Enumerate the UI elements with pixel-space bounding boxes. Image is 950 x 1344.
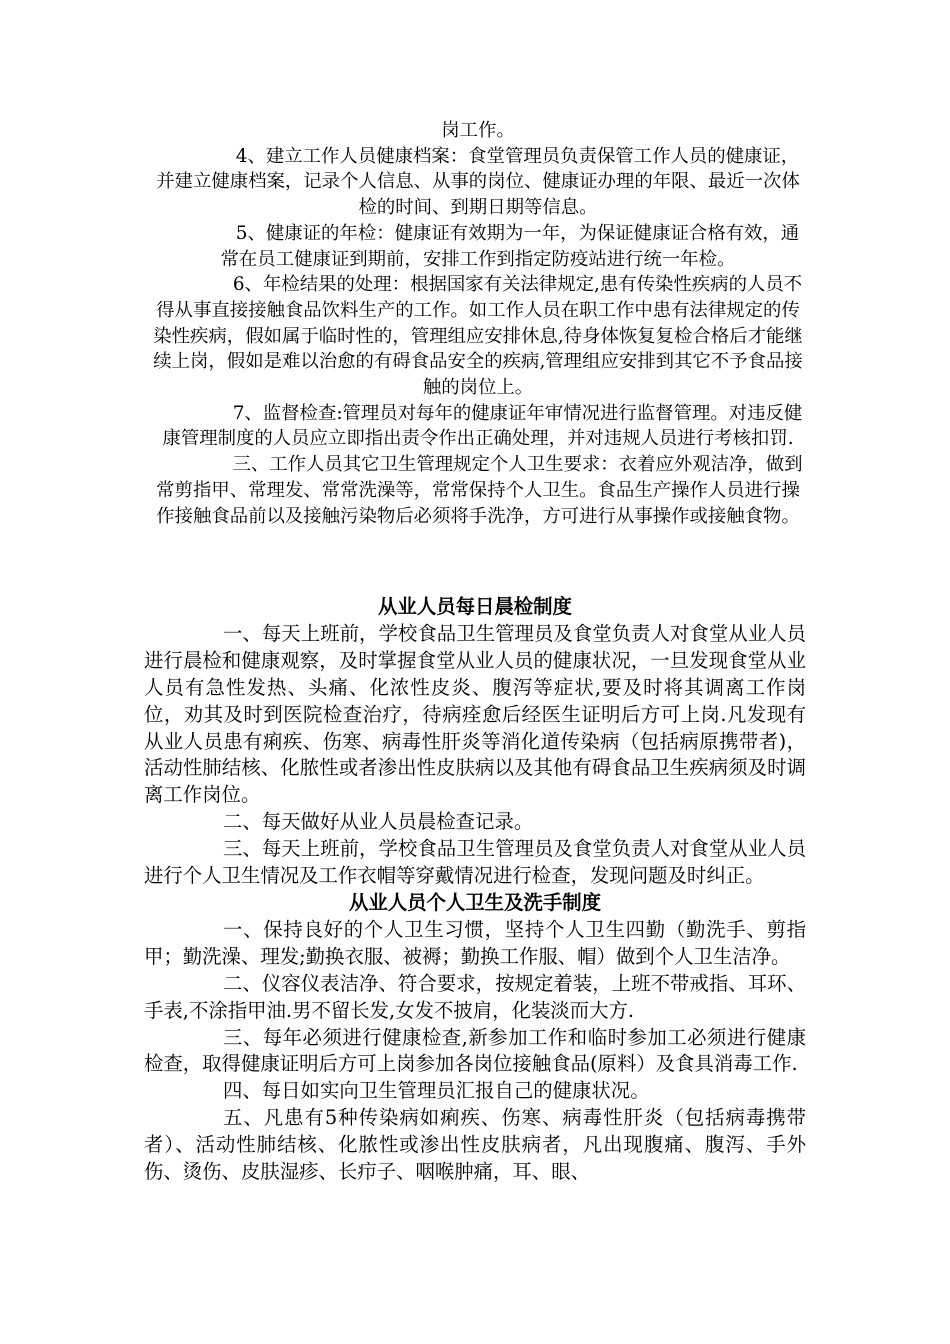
hygiene-paragraph-4: 四、每日如实向卫生管理员汇报自己的健康状况。 [223,1079,650,1103]
morning-check-title: 从业人员每日晨检制度 [378,595,572,618]
paragraph-supervision: 7、监督检查:管理员对每年的健康证年审情况进行监督管理。对违反健康管理制度的人员应立即指出责令作出正确处理，并对违规人员进行考核扣罚. [162,402,803,450]
paragraph-annual-check: 5、健康证的年检：健康证有效期为一年，为保证健康证合格有效，通常在员工健康证到期前，安排工作到指定防疫站进行统一年检。 [220,222,800,270]
paragraph-health-archive: 4、建立工作人员健康档案：食堂管理员负责保管工作人员的健康证，并建立健康档案，记录个人信息、从事的岗位、健康证办理的年限、最近一次体检的时间、到期日期等信息。 [156,145,800,219]
hygiene-paragraph-5: 五、凡患有5种传染病如痢疾、伤寒、病毒性肝炎（包括病毒携带者）、活动性肺结核、化脓性或渗出性皮肤病者，凡出现腹痛、腹泻、手外伤、烫伤、皮肤湿疹、长疖子、咽喉肿痛，耳、眼、 [144,1106,806,1184]
paragraph-check-result: 6、年检结果的处理：根据国家有关法律规定,患有传染性疾病的人员不得从事直接接触食品饮料生产的工作。如工作人员在职工作中患有法律规定的传染性疾病，假如属于临时性的，管理组应安排休息,待身体恢复复检合格后才能继续上岗，假如是难以治愈的有碍食品安全的疾病,管理组应安排到其它不予食品接触的岗位上。 [153,274,803,399]
continuation-text: 岗工作。 [441,120,515,141]
hygiene-paragraph-2: 二、仪容仪表洁净、符合要求，按规定着装，上班不带戒指、耳环、手表,不涂指甲油.男不留长发,女发不披肩，化装淡而大方. [144,971,806,1022]
morning-check-paragraph-1: 一、每天上班前，学校食品卫生管理员及食堂负责人对食堂从业人员进行晨检和健康观察，及时掌握食堂从业人员的健康状况，一旦发现食堂从业人员有急性发热、头痛、化浓性皮炎、腹泻等症状,要及时将其调离工作岗位，劝其及时到医院检查治疗，待病痊愈后经医生证明后方可上岗.凡发现有从业人员患有痢疾、伤寒、病毒性肝炎等消化道传染病（包括病原携带者)，活动性肺结核、化脓性或者渗出性皮肤病以及其他有碍食品卫生疾病须及时调离工作岗位。 [144,621,806,807]
morning-check-paragraph-3: 三、每天上班前，学校食品卫生管理员及食堂负责人对食堂从业人员进行个人卫生情况及工作衣帽等穿戴情况进行检查，发现问题及时纠正。 [144,837,806,888]
health-management-section [150,118,806,529]
hygiene-paragraph-3: 三、每年必须进行健康检查,新参加工作和临时参加工必须进行健康检查，取得健康证明后方可上岗参加各岗位接触食品(原料）及食具消毒工作. [144,1025,806,1076]
morning-check-paragraph-2: 二、每天做好从业人员晨检查记录。 [223,810,534,834]
hygiene-title: 从业人员个人卫生及洗手制度 [348,890,602,914]
hygiene-paragraph-1: 一、保持良好的个人卫生习惯，坚持个人卫生四勤（勤洗手、剪指甲；勤洗澡、理发;勤换衣服、被褥；勤换工作服、帽）做到个人卫生洁净。 [144,917,806,968]
paragraph-other-rules: 三、工作人员其它卫生管理规定个人卫生要求：衣着应外观洁净，做到常剪指甲、常理发、常常洗澡等，常常保持个人卫生。食品生产操作人员进行操作接触食品前以及接触污染物后必须将手洗净，方可进行从事操作或接触食物。 [156,454,803,527]
regulations-body [144,594,806,1186]
